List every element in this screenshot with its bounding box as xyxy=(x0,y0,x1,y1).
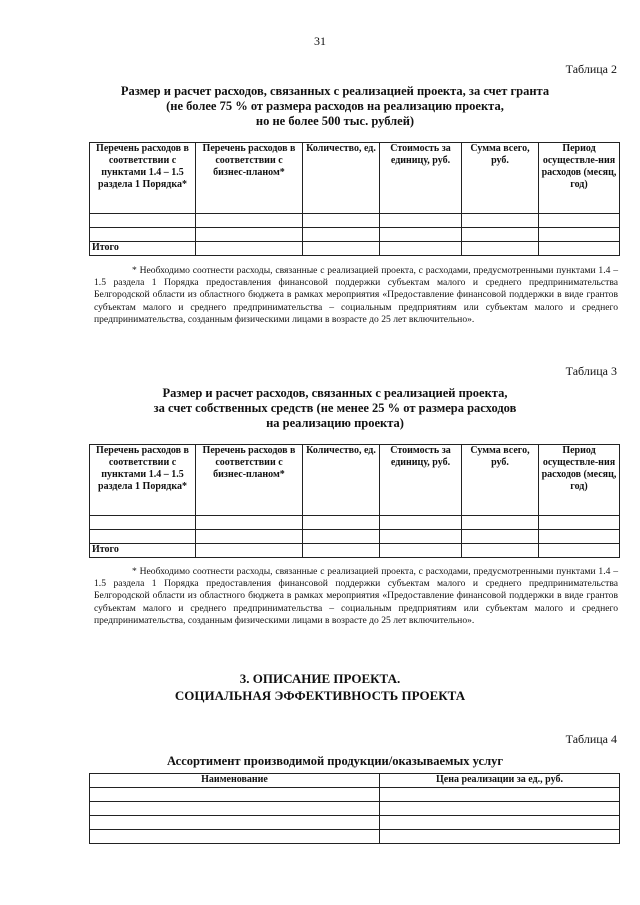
table2-col-4: Стоимость за единицу, руб. xyxy=(380,143,462,214)
table2-grid xyxy=(89,142,620,256)
table2-title: Размер и расчет расходов, связанных с реализацией проекта, за счет гранта (не более 75 % от размера расходов на реализацию проекта, но не более 500 тыс. рублей) xyxy=(120,84,550,128)
table2-col-5: Сумма всего, руб. xyxy=(462,143,539,214)
section-heading-line1: 3. ОПИСАНИЕ ПРОЕКТА. xyxy=(239,671,401,686)
table3-title: Размер и расчет расходов, связанных с реализацией проекта, за счет собственных средств (не менее 25 % от размера расходов на реализацию проекта) xyxy=(153,386,517,430)
table-row xyxy=(90,228,620,242)
table2-col-6: Период осуществле-ния расходов (месяц, год) xyxy=(539,143,620,214)
table2-total-row xyxy=(90,242,620,256)
table3-col-6: Период осуществле-ния расходов (месяц, год) xyxy=(539,445,620,516)
table-row xyxy=(90,802,620,816)
table3-col-1: Перечень расходов в соответствии с пунктами 1.4 – 1.5 раздела 1 Порядка* xyxy=(90,445,196,516)
table-row xyxy=(90,530,620,544)
table4-label: Таблица 4 xyxy=(565,732,617,746)
page-number: 31 xyxy=(314,34,326,48)
table3-grid xyxy=(89,444,620,558)
table2-col-3: Количество, ед. xyxy=(303,143,380,214)
table-row xyxy=(90,788,620,802)
table2-footnote: * Необходимо соотнести расходы, связанные с реализацией проекта, с расходами, предусмотренными пунктами 1.4 – 1.5 раздела 1 Порядка предоставления финансовой поддержки субъектам малого и среднего предпринимательства Белгородской области из областного бюджета в рамках мероприятия «Предоставление финансовой поддержки в виде грантов субъектам малого и среднего предпринимательства – социальным предприятиям или субъектам малого и среднего предпринимательства, созданным физическими лицами в возрасте до 25 лет включительно». xyxy=(94,265,618,325)
table3-col-5: Сумма всего, руб. xyxy=(462,445,539,516)
table-row xyxy=(90,516,620,530)
table4-col-1: Наименование xyxy=(90,774,380,788)
table3-col-3: Количество, ед. xyxy=(303,445,380,516)
table3-col-2: Перечень расходов в соответствии с бизнес-планом* xyxy=(196,445,303,516)
table4-title: Ассортимент производимой продукции/оказываемых услуг xyxy=(166,754,504,768)
table2-total-label: Итого xyxy=(90,242,196,256)
table3-total-row xyxy=(90,544,620,558)
section-heading-line2: СОЦИАЛЬНАЯ ЭФФЕКТИВНОСТЬ ПРОЕКТА xyxy=(174,688,466,703)
table2-label: Таблица 2 xyxy=(565,62,617,76)
table4-col-2: Цена реализации за ед., руб. xyxy=(380,774,620,788)
table3-footnote: * Необходимо соотнести расходы, связанные с реализацией проекта, с расходами, предусмотренными пунктами 1.4 – 1.5 раздела 1 Порядка предоставления финансовой поддержки субъектам малого и среднего предпринимательства Белгородской области из областного бюджета в рамках мероприятия «Предоставление финансовой поддержки в виде грантов субъектам малого и среднего предпринимательства – социальным предприятиям или субъектам малого и среднего предпринимательства, созданным физическими лицами в возрасте до 25 лет включительно». xyxy=(94,566,618,626)
table2-col-1: Перечень расходов в соответствии с пунктами 1.4 – 1.5 раздела 1 Порядка* xyxy=(90,143,196,214)
table3-label: Таблица 3 xyxy=(565,364,617,378)
table4-grid xyxy=(89,773,620,844)
table3-total-label: Итого xyxy=(90,544,196,558)
table-row xyxy=(90,214,620,228)
table-row xyxy=(90,816,620,830)
table2-col-2: Перечень расходов в соответствии с бизнес-планом* xyxy=(196,143,303,214)
table3-col-4: Стоимость за единицу, руб. xyxy=(380,445,462,516)
table-row xyxy=(90,830,620,844)
